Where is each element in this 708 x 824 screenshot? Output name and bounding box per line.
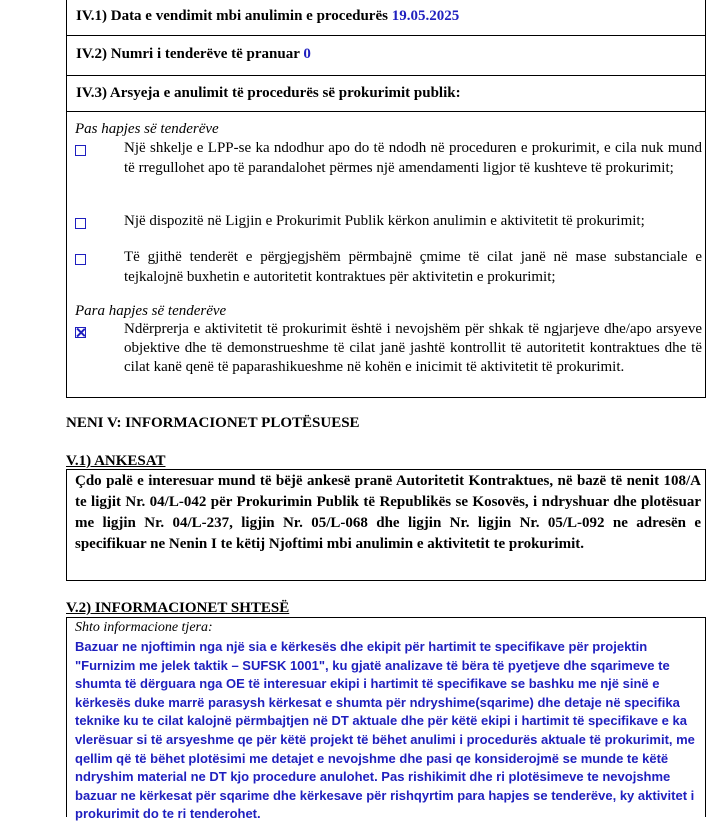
decision-date-value: 19.05.2025 [391,8,460,24]
additional-info-subheading: Shto informacione tjera: [75,620,213,635]
section-iv-3 [66,76,706,112]
additional-info-text: Bazuar ne njoftimin nga një sia e kërkesës dhe ekipit për hartimit te specifikave për projektin "Furnizim me jelek taktik – SUFSK 1001", ku gjatë analizave të bëra të pyetjeve dhe sqarimeve te shumta të dërguara nga OE të interesuar ekipi i hartimit të specifikave se bashku me një sinë e kërkesës duke marrë parasysh kërkesat e shumta për ndryshime(sqarime) dhe detaje në specifika teknike ku te cilat kalojnë përmbajtjen në DT aktuale dhe për këtë ekipi i hartimit të specifikave e ka vlerësuar si të arsyeshme qe për këtë projekt të bëhet anulimi i procedurës aktuale të prokurimit, me qellim që të bëhet plotësimi me detajet e nevojshme dhe pasi qe konsiderojmë se munde te këtë ndryshim material ne DT kjo procedure anulohet. Pas rishikimit dhe ri plotësimeve te nevojshme bazuar ne kërkesat për sqarime dhe kërkesave për rishqyrtim para hapjes se tenderëve, ky aktivitet i prokurimit do te ri tenderohet. [75,639,695,822]
cancellation-reason-label: IV.3) Arsyeja e anulimit të procedurës së prokurimit publik: [76,85,461,101]
checkbox-icon[interactable] [75,145,86,156]
option-text: Një dispozitë në Ligjin e Prokurimit Publik kërkon anulimin e aktivitetit të prokurimit; [124,213,645,229]
checkbox-icon[interactable] [75,254,86,265]
after-opening-heading: Pas hapjes së tenderëve [75,121,219,137]
tenders-count-label: IV.2) Numri i tenderëve të pranuar [76,46,300,62]
checkbox-icon[interactable] [75,218,86,229]
decision-date-label: IV.1) Data e vendimit mbi anulimin e procedurës [76,8,388,24]
complaints-title: V.1) ANKESAT [66,453,166,469]
section-v-title: NENI V: INFORMACIONET PLOTËSUESE [66,415,360,431]
before-opening-heading: Para hapjes së tenderëve [75,303,227,319]
option-text: Një shkelje e LPP-se ka ndodhur apo do të ndodh në proceduren e prokurimit, e cila nuk mund të rregullohet apo të parandalohet përmes një amendamenti ligjor të kushteve të prokurimit; [124,140,702,176]
tenders-count-value: 0 [303,46,311,62]
section-iv-1 [66,0,706,36]
option-text: Ndërprerja e aktivitetit të prokurimit është i nevojshëm për shkak të ngjarjeve dhe/apo arsyeve objektive dhe të demonstrueshme të cilat janë jashtë kontrollit të autoritetit kontraktues dhe të cilat kanë qenë të paparashikueshme në kohën e inicimit të aktivitetit të prokurimit. [124,321,702,375]
additional-info-title: V.2) INFORMACIONET SHTESË [66,600,290,616]
option-text: Të gjithë tenderët e përgjegjshëm përmbajnë çmime të cilat janë në mase substanciale e tejkalojnë buxhetin e autoritetit kontraktues për aktivitetin e prokurimit; [124,249,702,285]
complaints-text: Çdo palë e interesuar mund të bëjë ankesë pranë Autoritetit Kontraktues, në bazë të nenit 108/A te ligjit Nr. 04/L-042 për Prokurimin Publik të Republikës se Kosovës, i ndryshuar dhe plotësuar me ligjin Nr. 04/L-237, ligjin Nr. 05/L-068 dhe ligjin Nr. ligjin Nr. 05/L-092 ne adresën e specifikuar ne Nenin I te këtij Njoftimi mbi anulimin e aktivitetit te prokurimit. [75,473,701,552]
section-iv-2 [66,36,706,76]
checked-checkbox-icon[interactable] [75,327,86,338]
